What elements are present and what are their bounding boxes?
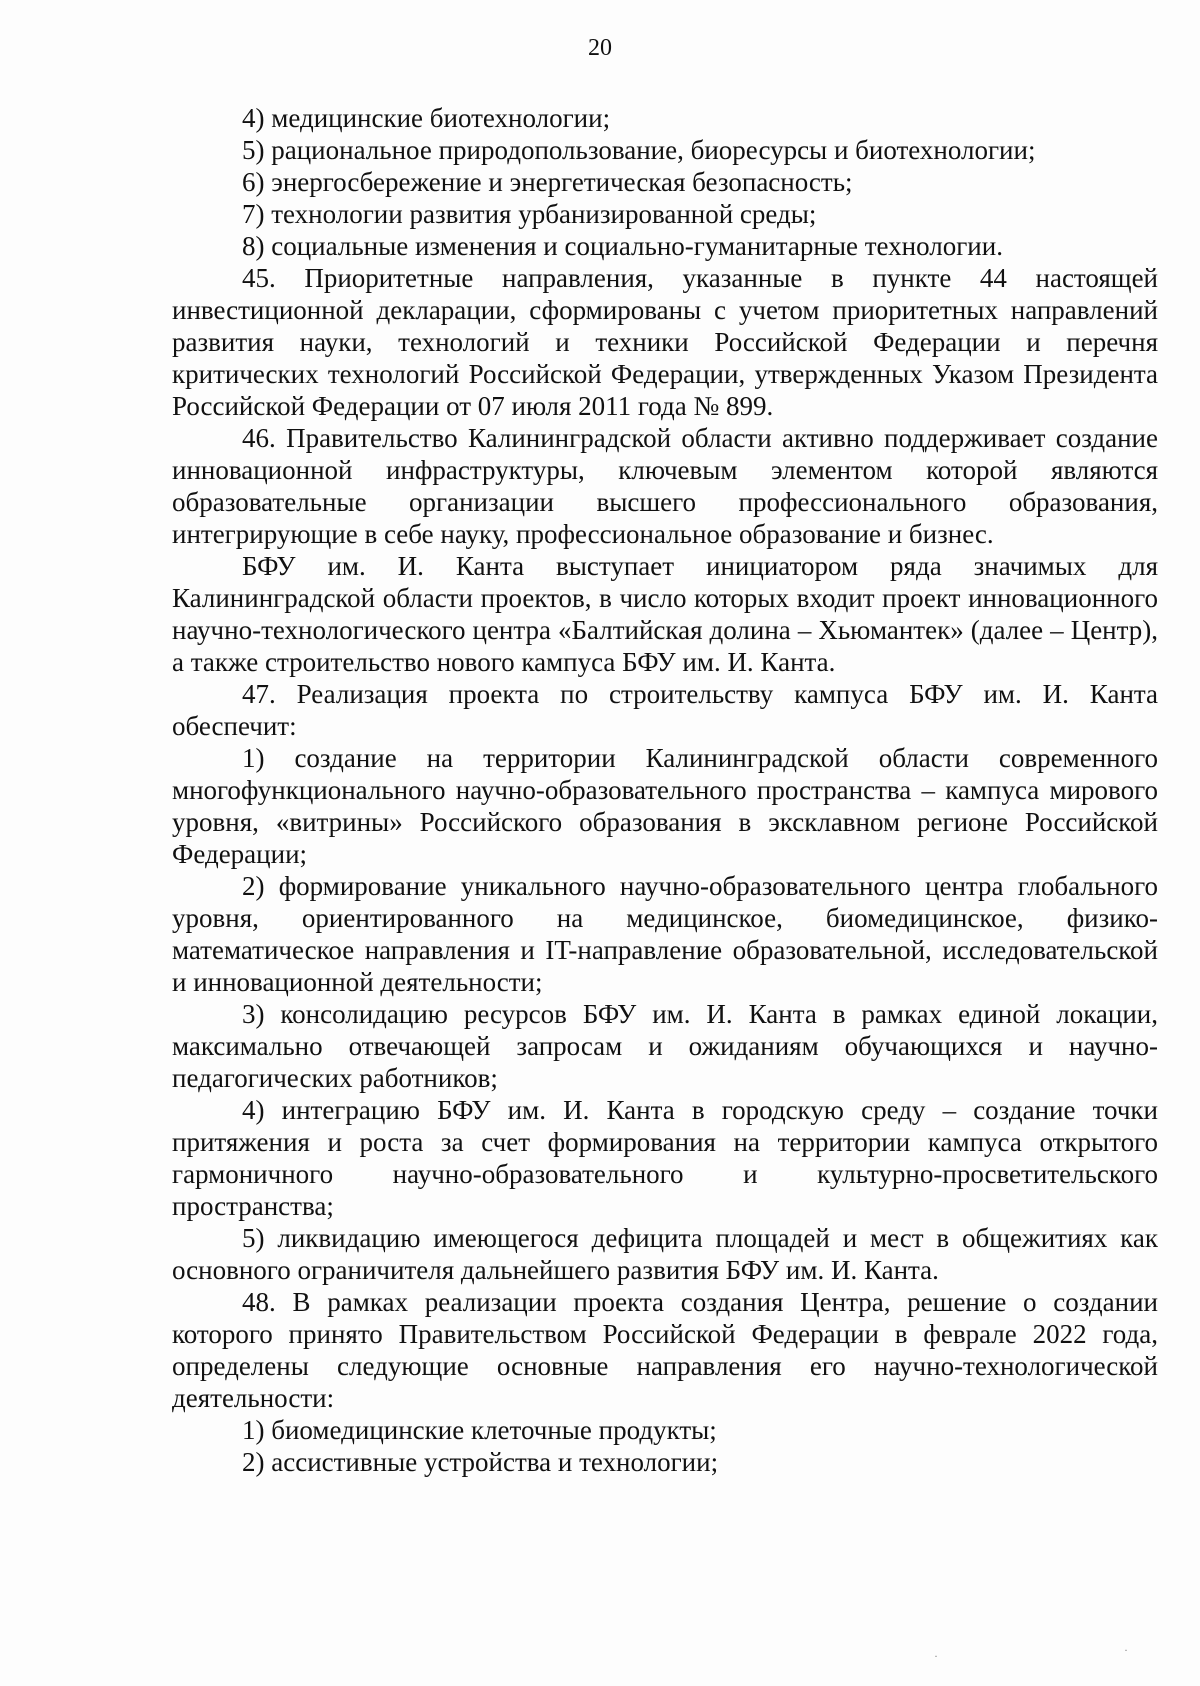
list-item: 8) социальные изменения и социально-гуманитарные технологии. bbox=[242, 231, 1003, 261]
list-item: 4) интеграцию БФУ им. И. Канта в городскую среду – создание точки притяжения и роста за счет формирования на территории кампуса открытого гармоничного научно-образовательного и культурно-просветительского пространства; bbox=[172, 1095, 1158, 1221]
list-item: 5) ликвидацию имеющегося дефицита площадей и мест в общежитиях как основного ограничителя дальнейшего развития БФУ им. И. Канта. bbox=[172, 1223, 1158, 1285]
list-item: 5) рациональное природопользование, биоресурсы и биотехнологии; bbox=[242, 135, 1036, 165]
page-number: 20 bbox=[588, 35, 612, 61]
list-item: 6) энергосбережение и энергетическая безопасность; bbox=[242, 167, 853, 197]
list-item: 2) формирование уникального научно-образовательного центра глобального уровня, ориентированного на медицинское, биомедицинское, физико-математическое направления и IT-направление образовательной, исследовательской и инновационной деятельности; bbox=[172, 871, 1158, 997]
list-item: 2) ассистивные устройства и технологии; bbox=[242, 1447, 719, 1477]
scan-speck: · bbox=[1124, 1643, 1128, 1657]
paragraph-bfu: БФУ им. И. Канта выступает инициатором ряда значимых для Калининградской области проектов, в число которых входит проект инновационного научно-технологического центра «Балтийская долина – Хьюмантек» (далее – Центр), а также строительство нового кампуса БФУ им. И. Канта. bbox=[172, 551, 1158, 677]
list-item: 1) создание на территории Калининградской области современного многофункционального научно-образовательного пространства – кампуса мирового уровня, «витрины» Российского образования в эксклавном регионе Российской Федерации; bbox=[172, 743, 1158, 869]
paragraph-47: 47. Реализация проекта по строительству кампуса БФУ им. И. Канта обеспечит: bbox=[172, 679, 1158, 741]
paragraph-46: 46. Правительство Калининградской области активно поддерживает создание инновационной инфраструктуры, ключевым элементом которой являются образовательные организации высшего профессионального образования, интегрирующие в себе науку, профессиональное образование и бизнес. bbox=[172, 423, 1158, 549]
scan-speck: · bbox=[934, 1649, 938, 1663]
list-item: 7) технологии развития урбанизированной среды; bbox=[242, 199, 817, 229]
paragraph-45: 45. Приоритетные направления, указанные в пункте 44 настоящей инвестиционной декларации, сформированы с учетом приоритетных направлений развития науки, технологий и техники Российской Федерации и перечня критических технологий Российской Федерации, утвержденных Указом Президента Российской Федерации от 07 июля 2011 года № 899. bbox=[172, 263, 1158, 421]
list-item: 4) медицинские биотехнологии; bbox=[242, 103, 611, 133]
list-item: 3) консолидацию ресурсов БФУ им. И. Канта в рамках единой локации, максимально отвечающей запросам и ожиданиям обучающихся и научно-педагогических работников; bbox=[172, 999, 1158, 1093]
document-body bbox=[172, 102, 1158, 1478]
paragraph-48: 48. В рамках реализации проекта создания Центра, решение о создании которого принято Правительством Российской Федерации в феврале 2022 года, определены следующие основные направления его научно-технологической деятельности: bbox=[172, 1287, 1158, 1413]
list-item: 1) биомедицинские клеточные продукты; bbox=[242, 1415, 717, 1445]
